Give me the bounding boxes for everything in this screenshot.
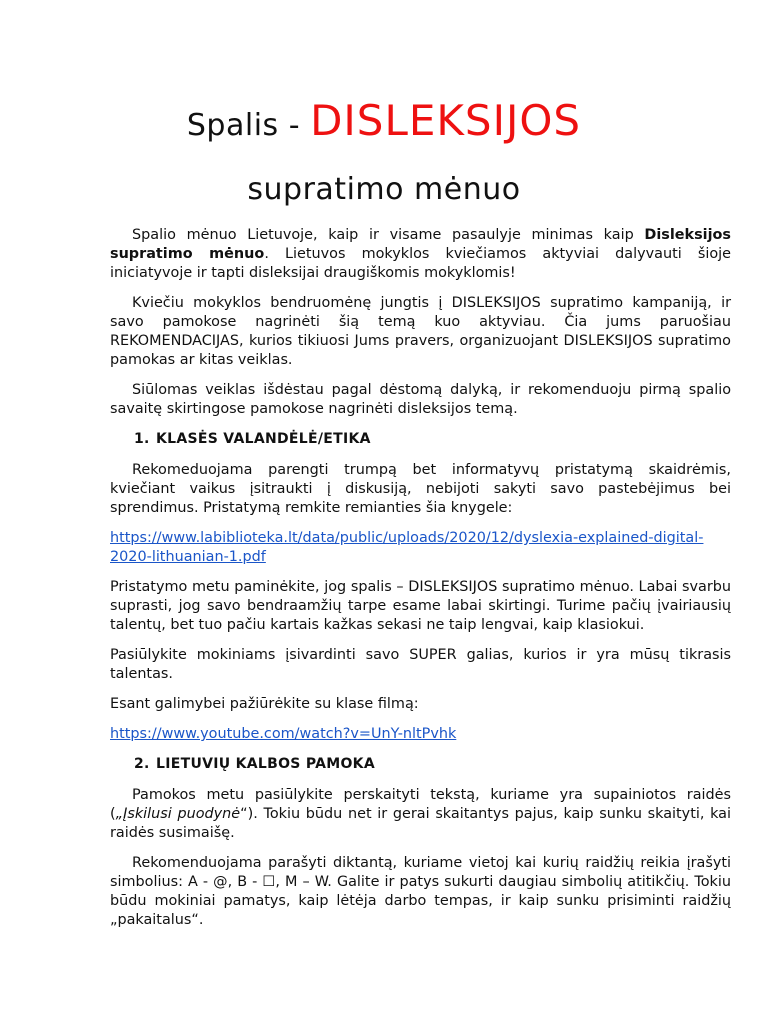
section-1-number: 1. [134,431,150,447]
section-2-heading [134,755,731,774]
section-2-title: LIETUVIŲ KALBOS PAMOKA [156,756,375,772]
title-highlight: DISLEKSIJOS [310,96,582,145]
section-1-video-paragraph [110,725,731,744]
section-1-title: KLASĖS VALANDĖLĖ/ETIKA [156,431,371,447]
youtube-link[interactable]: https://www.youtube.com/watch?v=UnY-nltPvhk [110,726,457,742]
paragraph-3: Siūlomas veiklas išdėstau pagal dėstomą dalyką, ir rekomenduoju pirmą spalio savaitę skirtingose pamokose nagrinėti disleksijos temą. [110,382,731,417]
title-part1: Spalis - [186,108,311,143]
section-2-number: 2. [134,756,150,772]
section-2-text: Pamokos metu pasiūlykite perskaityti tekstą, kuriame yra supainiotos raidės ( [110,787,731,822]
section-2-paragraph-2: Rekomenduojama parašyti diktantą, kuriame vietoj kai kurių raidžių reikia įrašyti simbolius: A - @, B - ☐, M – W. Galite ir patys sukurti daugiau simbolių atitikčių. Tokiu būdu mokiniai pamatys, kaip lėtėja darbo tempas, ir kaip sunku prisiminti raidžių „pakaitalus“. [110,855,731,928]
section-1-paragraph-4: Esant galimybei pažiūrėkite su klase filmą: [110,696,419,712]
intro-text-after: . Lietuvos mokyklos kviečiamos aktyviai dalyvauti šioje iniciatyvoje ir tapti disleksijai draugiškomis mokyklomis! [110,246,731,281]
section-2-text-after: “). Tokiu būdu net ir gerai skaitantys pajus, kaip sunku skaityti, kai raidės susimaišę. [110,806,731,841]
section-1-heading [134,430,731,449]
document-body [110,226,731,941]
labiblioteka-link[interactable]: https://www.labiblioteka.lt/data/public/uploads/2020/12/dyslexia-explained-digital-2020-lithuanian-1.pdf [110,530,704,565]
page-title [0,96,768,145]
section-2-paragraph-1 [110,786,731,843]
section-1-paragraph-1: Rekomeduojama parengti trumpą bet informatyvų pristatymą skaidrėmis, kviečiant vaikus įsitraukti į diskusiją, nebijoti sakyti savo pastebėjimus bei sprendimus. Pristatymą remkite remianties šia knygele: [110,462,731,516]
section-1-paragraph-3: Pasiūlykite mokiniams įsivardinti savo SUPER galias, kurios ir yra mūsų tikrasis talentas. [110,647,731,682]
intro-text: Spalio mėnuo Lietuvoje, kaip ir visame pasaulyje minimas kaip [132,227,645,243]
section-2-italic: „Įskilusi puodynė [115,806,241,822]
section-1-link-paragraph [110,529,731,567]
intro-paragraph [110,226,731,283]
section-1-paragraph-2: Pristatymo metu paminėkite, jog spalis – DISLEKSIJOS supratimo mėnuo. Labai svarbu suprasti, jog savo bendraamžių tarpe esame labai skirtingi. Turime pačių įvairiausių talentų, bet tuo pačiu kartais kažkas sekasi ne taip lengvai, kaip klasiokui. [110,579,731,633]
page-subtitle: supratimo mėnuo [247,172,521,207]
paragraph-2: Kviečiu mokyklos bendruomėnę jungtis į DISLEKSIJOS supratimo kampaniją, ir savo pamokose nagrinėti šią temą kuo aktyviau. Čia jums paruošiau REKOMENDACIJAS, kurios tikiuosi Jums pravers, organizuojant DISLEKSIJOS supratimo pamokas ar kitas veiklas. [110,295,731,368]
intro-bold: Disleksijos supratimo mėnuo [110,227,731,262]
